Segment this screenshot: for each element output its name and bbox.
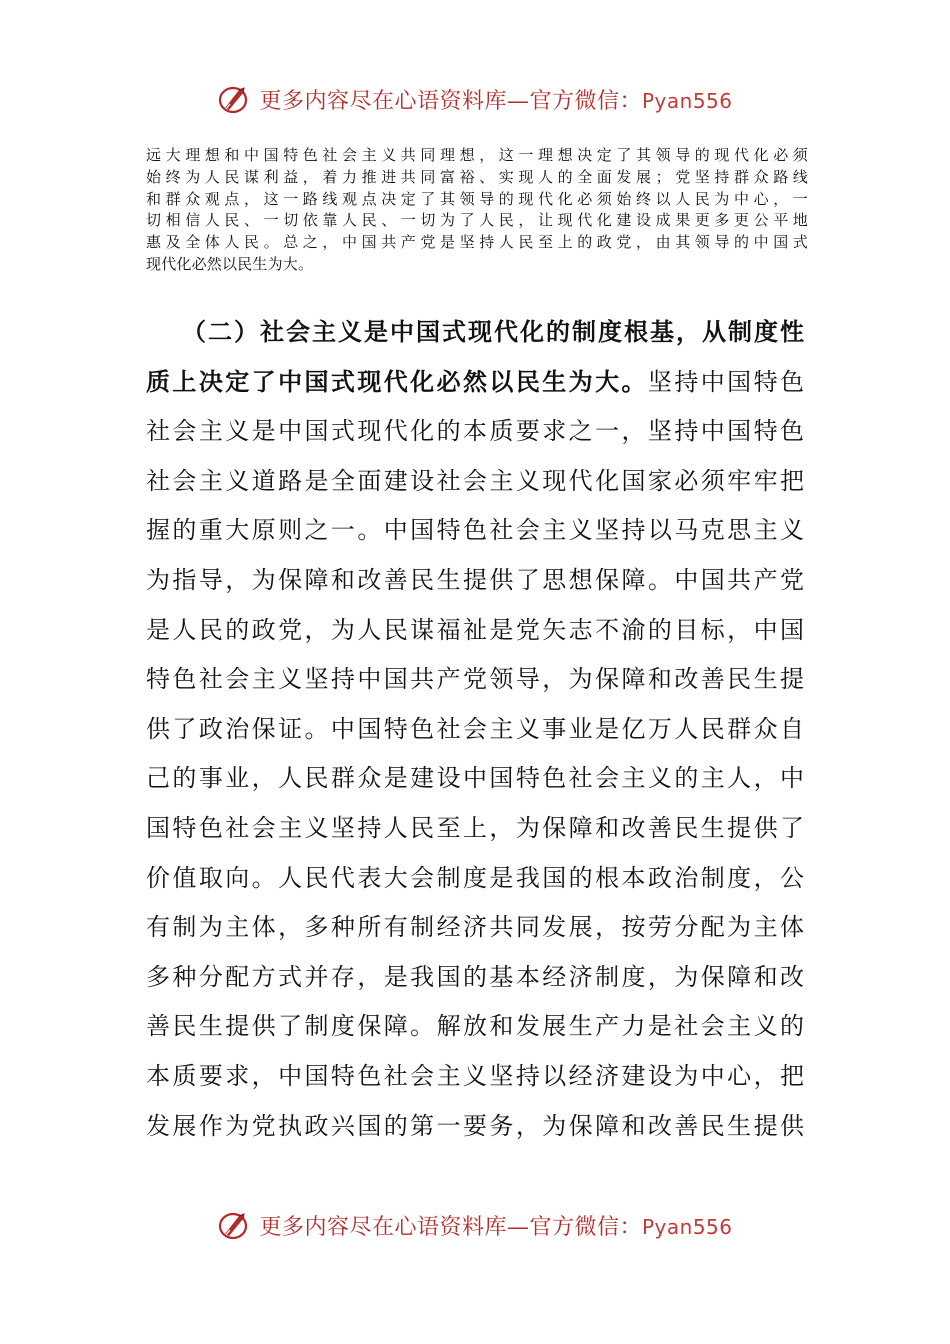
- section-heading-continued: 质上决定了中国式现代化必然以民生为大。: [146, 367, 648, 396]
- header-banner-text: 更多内容尽在心语资料库—官方微信：Pyan556: [259, 88, 733, 114]
- wechat-id: Pyan556: [642, 1214, 733, 1239]
- text-line: 善民生提供了制度保障。解放和发展生产力是社会主义的: [146, 1012, 806, 1041]
- continued-paragraph: [146, 145, 808, 276]
- footer-banner-text: 更多内容尽在心语资料库—官方微信：Pyan556: [259, 1214, 733, 1240]
- text-line: 握的重大原则之一。中国特色社会主义坚持以马克思主义: [146, 516, 806, 545]
- text-line: 社会主义道路是全面建设社会主义现代化国家必须牢牢把: [146, 466, 806, 495]
- text-line: 为指导，为保障和改善民生提供了思想保障。中国共产党: [146, 565, 806, 594]
- text-line: 远大理想和中国特色社会主义共同理想，这一理想决定了其领导的现代化必须: [146, 146, 808, 164]
- section-heading-line: [146, 308, 806, 358]
- footer-banner: [0, 1208, 950, 1242]
- wechat-id: Pyan556: [642, 88, 733, 113]
- text-line: 始终为人民谋利益，着力推进共同富裕、实现人的全面发展；党坚持群众路线: [146, 167, 808, 186]
- text-line: 价值取向。人民代表大会制度是我国的根本政治制度，公: [146, 863, 806, 892]
- text-line: 是人民的政党，为人民谋福祉是党矢志不渝的目标，中国: [146, 615, 806, 644]
- text-line: 惠及全体人民。总之，中国共产党是坚持人民至上的政党，由其领导的中国式: [146, 233, 808, 252]
- text-line: 和群众观点，这一路线观点决定了其领导的现代化必须始终以人民为中心，一: [146, 189, 808, 208]
- text-line: 社会主义是中国式现代化的本质要求之一，坚持中国特色: [146, 417, 806, 446]
- section-heading: （二）社会主义是中国式现代化的制度根基，从制度性: [182, 318, 806, 346]
- pen-logo-icon: [217, 82, 253, 116]
- text-line: 特色社会主义坚持中国共产党领导，为保障和改善民生提: [146, 665, 806, 694]
- text-line: 己的事业，人民群众是建设中国特色社会主义的主人，中: [146, 764, 806, 793]
- text-line: 现代化必然以民生为大。: [146, 254, 314, 273]
- text-line: 国特色社会主义坚持人民至上，为保障和改善民生提供了: [146, 813, 806, 842]
- text-line: [146, 358, 806, 408]
- text-line: 供了政治保证。中国特色社会主义事业是亿万人民群众自: [146, 714, 806, 743]
- text-line: 切相信人民、一切依靠人民、一切为了人民，让现代化建设成果更多更公平地: [146, 211, 808, 230]
- pen-logo-icon: [217, 1208, 253, 1242]
- header-banner: [0, 82, 950, 116]
- main-paragraph: [146, 308, 806, 1151]
- text-line: 发展作为党执政兴国的第一要务，为保障和改善民生提供: [146, 1111, 806, 1140]
- text-line: 有制为主体，多种所有制经济共同发展，按劳分配为主体: [146, 913, 806, 942]
- text-line: 多种分配方式并存，是我国的基本经济制度，为保障和改: [146, 962, 806, 991]
- body-text: 坚持中国特色: [647, 367, 807, 396]
- text-line: 本质要求，中国特色社会主义坚持以经济建设为中心，把: [146, 1061, 806, 1090]
